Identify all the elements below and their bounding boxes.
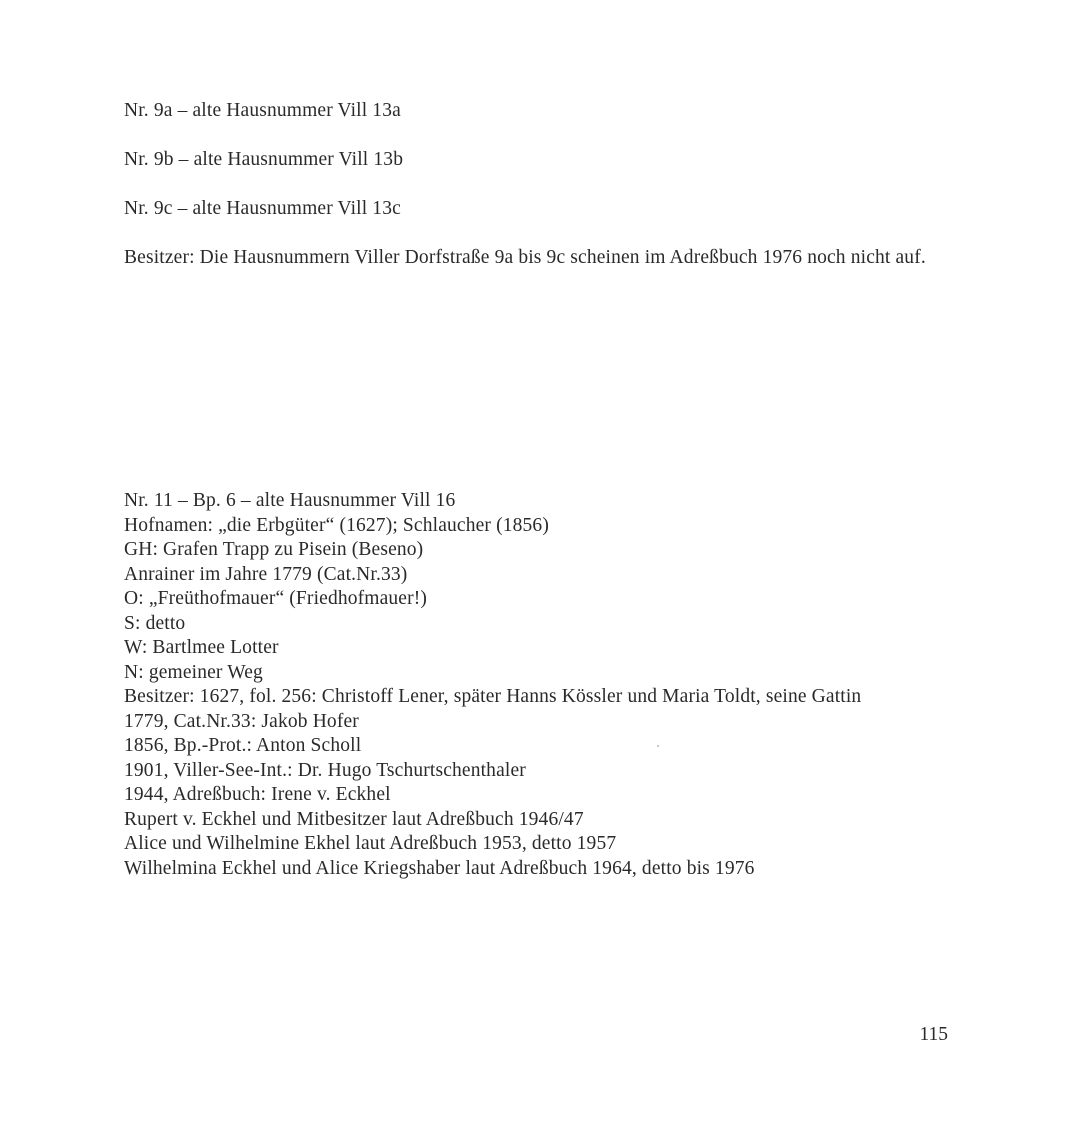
- entry-9c-text: Nr. 9c – alte Hausnummer Vill 13c: [124, 198, 401, 219]
- entry-11-heading: Nr. 11 – Bp. 6 – alte Hausnummer Vill 16: [124, 490, 456, 511]
- owner-line: 1944, Adreßbuch: Irene v. Eckhel: [124, 784, 391, 805]
- besitzer-9-paragraph: [124, 246, 950, 271]
- page-number: 115: [919, 1024, 948, 1045]
- entry-11-anrainer: Anrainer im Jahre 1779 (Cat.Nr.33): [124, 563, 408, 585]
- owner-line: 1901, Viller-See-Int.: Dr. Hugo Tschurtschenthaler: [124, 759, 526, 781]
- entry-11-anrainer-sued: S: detto: [124, 612, 186, 634]
- entry-9b-text: Nr. 9b – alte Hausnummer Vill 13b: [124, 149, 404, 170]
- besitzer-9-text: Besitzer: Die Hausnummern Viller Dorfstraße 9a bis 9c scheinen im Adreßbuch 1976 noch nicht auf.: [124, 247, 926, 268]
- scan-speck: [657, 745, 659, 747]
- entry-11-anrainer-west: W: Bartlmee Lotter: [124, 637, 279, 658]
- owner-line: Wilhelmina Eckhel und Alice Kriegshaber laut Adreßbuch 1964, detto bis 1976: [124, 857, 755, 879]
- entry-11-anrainer-ost: O: „Freüthofmauer“ (Friedhofmauer!): [124, 588, 428, 609]
- entry-9b: [124, 148, 950, 173]
- entry-9a-text: Nr. 9a – alte Hausnummer Vill 13a: [124, 100, 401, 121]
- entry-11-gh: GH: Grafen Trapp zu Pisein (Beseno): [124, 539, 424, 560]
- owner-line: 1779, Cat.Nr.33: Jakob Hofer: [124, 710, 359, 732]
- entry-11-hofnamen: Hofnamen: „die Erbgüter“ (1627); Schlaucher (1856): [124, 514, 549, 536]
- entry-9a: [124, 99, 950, 124]
- entry-11-anrainer-nord: N: gemeiner Weg: [124, 661, 263, 683]
- owner-line: Alice und Wilhelmine Ekhel laut Adreßbuch 1953, detto 1957: [124, 833, 617, 854]
- entry-11: [124, 489, 950, 881]
- entry-9c: [124, 197, 950, 222]
- owner-line: 1856, Bp.-Prot.: Anton Scholl: [124, 735, 362, 756]
- entry-11-besitzer: Besitzer: 1627, fol. 256: Christoff Lener, später Hanns Kössler und Maria Toldt, seine Gattin: [124, 686, 862, 707]
- owner-line: Rupert v. Eckhel und Mitbesitzer laut Adreßbuch 1946/47: [124, 808, 584, 830]
